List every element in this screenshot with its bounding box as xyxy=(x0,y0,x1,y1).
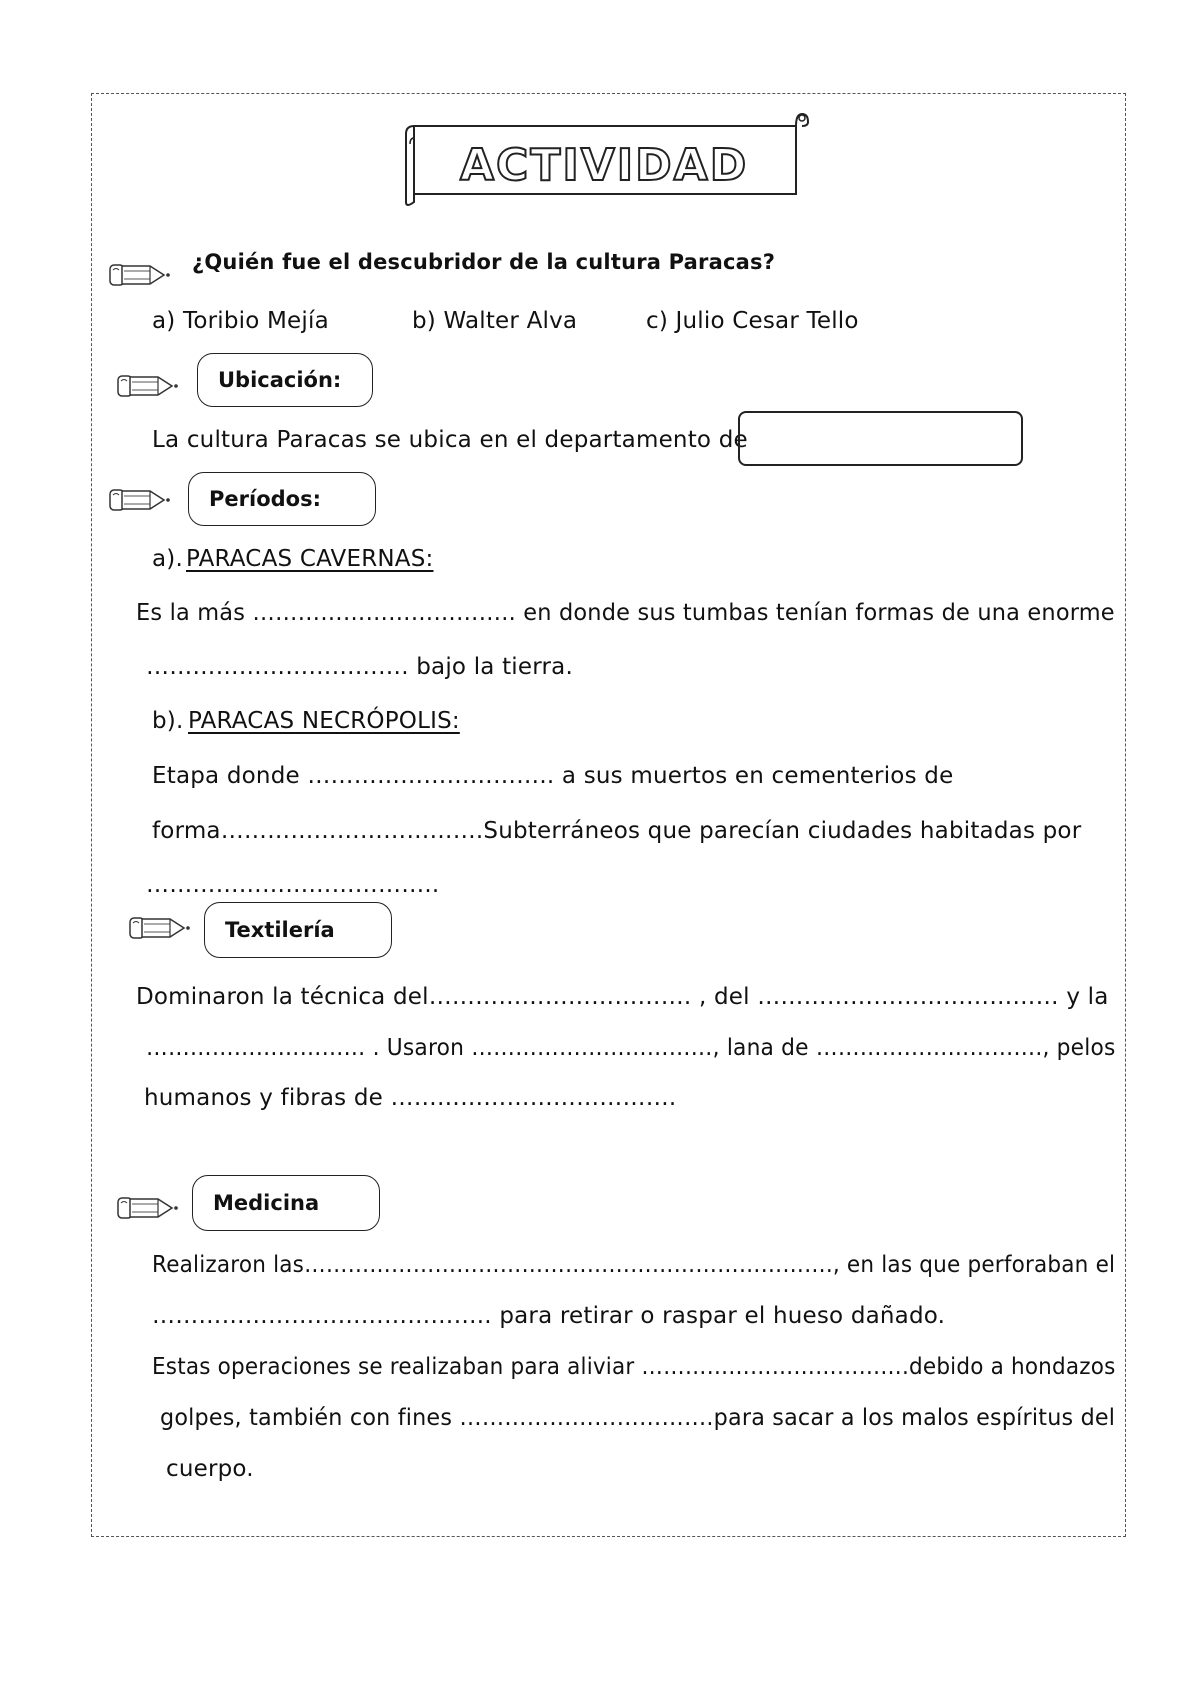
textileria-line1: Dominaron la técnica del……………………………. , del ………………………………… y la xyxy=(136,984,1109,1010)
medicina-line5: cuerpo. xyxy=(166,1456,254,1482)
period-a-line1: Es la más …………………………….. en donde sus tumbas tenían formas de una enorme xyxy=(136,600,1115,626)
pencil-icon xyxy=(128,910,194,946)
period-b-line3: ……………………………….. xyxy=(146,872,440,898)
period-a-prefix: a). xyxy=(152,546,183,572)
pencil-icon xyxy=(108,257,174,293)
option-c: c) Julio Cesar Tello xyxy=(646,308,859,334)
pencil-icon xyxy=(116,1190,182,1226)
option-a: a) Toribio Mejía xyxy=(152,308,329,334)
page-title: ACTIVIDAD xyxy=(460,140,749,191)
ubicacion-sentence: La cultura Paracas se ubica en el departamento de xyxy=(152,427,748,453)
section-label-textileria: Textilería xyxy=(204,902,392,958)
period-b-line1: Etapa donde ………………………….. a sus muertos en cementerios de xyxy=(152,763,954,789)
medicina-line2: …………………………………….. para retirar o raspar el hueso dañado. xyxy=(152,1303,946,1329)
pencil-icon xyxy=(108,482,174,518)
medicina-line3: Estas operaciones se realizaban para aliviar ……………………………….debido a hondazos xyxy=(152,1354,1116,1380)
period-b-line2: forma…………………………….Subterráneos que parecían ciudades habitadas por xyxy=(152,818,1082,844)
period-b-title: PARACAS NECRÓPOLIS: xyxy=(188,708,460,734)
option-b: b) Walter Alva xyxy=(412,308,578,334)
textileria-line2: ………………………… . Usaron ……………………………, lana de …………………………., pelos xyxy=(146,1035,1116,1061)
section-label-periodos: Períodos: xyxy=(188,472,376,526)
textileria-line3: humanos y fibras de ………………………………. xyxy=(144,1085,677,1111)
question-text: ¿Quién fue el descubridor de la cultura Paracas? xyxy=(192,250,776,274)
pencil-icon xyxy=(116,368,182,404)
section-label-medicina: Medicina xyxy=(192,1175,380,1231)
medicina-line4: golpes, también con fines …………………………….para sacar a los malos espíritus del xyxy=(160,1405,1116,1431)
section-label-ubicacion: Ubicación: xyxy=(197,353,373,407)
period-b-prefix: b). xyxy=(152,708,184,734)
period-a-title: PARACAS CAVERNAS: xyxy=(186,546,434,572)
period-a-line2: ……………………………. bajo la tierra. xyxy=(146,654,573,680)
ubicacion-answer-box[interactable] xyxy=(738,411,1023,466)
medicina-line1: Realizaron las………………………………………………………………., en las que perforaban el xyxy=(152,1252,1116,1278)
